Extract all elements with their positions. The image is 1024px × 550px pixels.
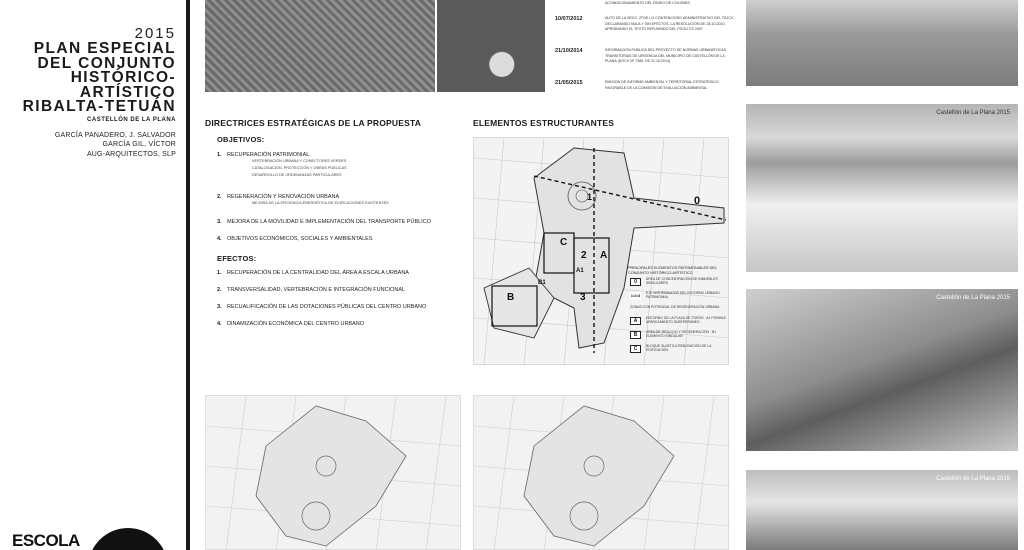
timeline: [555, 0, 735, 100]
timeline-text: AUTO DE LA SECC. 2ª DE LO CONTENCIOSO ADMINISTRATIVO DEL TSJCV, DECLARANDO NULA Y SIN EFECTOS, LA RESOLUCIÓN DE 28.10.2010, APROBANDO EL TEXTO REFUNDIDO DEL PGOU CS 2007: [605, 16, 734, 31]
item-number: 1.: [217, 270, 222, 276]
item-label: OBJETIVOS ECONÓMICOS, SOCIALES Y AMBIENTALES: [227, 236, 373, 242]
title-line-5: RIBALTA-TETUÁN: [22, 98, 176, 115]
item-label: RECUALIFICACIÓN DE LAS DOTACIONES PÚBLICAS DEL CENTRO URBANO: [227, 304, 427, 310]
title-block: [0, 26, 176, 159]
photo-caption: Castellón de La Plana 2015: [936, 295, 1010, 301]
park-fountain-photo: [437, 0, 545, 92]
timeline-text: EMISIÓN DE INFORME AMBIENTAL Y TERRITORIAL ESTRATÉGICO FAVORABLE DE LA COMISIÓN DE EVALUACIÓN AMBIENTAL: [605, 80, 719, 90]
plan-label-c: C: [560, 237, 568, 248]
legend-key: C: [630, 345, 641, 353]
directrices-heading: DIRECTRICES ESTRATÉGICAS DE LA PROPUESTA: [205, 118, 422, 128]
author-1: GARCÍA PANADERO, J. SALVADOR: [54, 131, 176, 139]
plan-label-a: A: [600, 250, 608, 261]
poster-subtitle: CASTELLÓN DE LA PLANA: [87, 116, 176, 123]
legend-text: ZONAS CON POTENCIAL DE REGENERACIÓN URBANA: [630, 305, 720, 309]
item-label: RECUPERACIÓN DE LA CENTRALIDAD DEL ÁREA A ESCALA URBANA: [227, 270, 409, 276]
objetivos-heading: OBJETIVOS:: [217, 135, 265, 144]
item-number: 4.: [217, 321, 222, 327]
plan-label-a1: A1: [576, 268, 584, 274]
elementos-heading: ELEMENTOS ESTRUCTURANTES: [473, 118, 615, 128]
legend-row: [628, 304, 728, 315]
legend-row: [628, 290, 728, 304]
item-number: 4.: [217, 236, 222, 242]
plan-label-b: B: [507, 292, 515, 303]
legend-title: PRINCIPALES ELEMENTOS PATRIMONIALES DEL CONJUNTO HISTÓRICO-ARTÍSTICO: [628, 266, 717, 275]
axonometric-plan-right: [473, 395, 729, 550]
city-aerial-photo-4: [746, 470, 1018, 550]
item-label: RECUPERACIÓN PATRIMONIAL: [227, 152, 310, 158]
author-3: AUG-ARQUITECTOS, SLP: [86, 150, 176, 158]
authors: [0, 131, 176, 160]
legend-key: B: [630, 331, 641, 339]
timeline-text: INFORMACIÓN PÚBLICA DEL PROYECTO DE NORMAS URBANÍSTICAS TRANSITORIAS DE URGENCIA DEL MUNICIPIO DE CASTELLÓN DE LA PLANA (DOCV Nº 7385, DE 21.10.2014): [605, 48, 727, 63]
axonometric-plan-left: [205, 395, 461, 550]
plan-label-2: 2: [581, 250, 587, 261]
item-label: REGENERACIÓN Y RENOVACIÓN URBANA: [227, 194, 340, 200]
item-label: TRANSVERSALIDAD, VERTEBRACIÓN E INTEGRACIÓN FUNCIONAL: [227, 287, 406, 293]
item-desc: CATALOGACIÓN, PROTECCIÓN Y OBRAS PÚBLICAS: [252, 166, 347, 170]
photo-caption: Castellón de La Plana 2015: [936, 476, 1010, 482]
plan-label-3: 3: [580, 292, 586, 303]
plan-legend: [628, 266, 728, 357]
title-line-4: ARTÍSTICO: [79, 83, 176, 101]
plan-drawing: [474, 396, 730, 550]
legend-key: 0: [630, 278, 641, 286]
historic-aerial-photo: [205, 0, 435, 92]
plan-label-0: 0: [694, 195, 701, 207]
school-logo-text: ESCOLA: [12, 531, 80, 550]
city-aerial-photo-2: [746, 104, 1018, 272]
legend-text: BLOQUE SUJETO A RENOVACIÓN DE LA EDIFICACIÓN: [646, 344, 712, 353]
legend-key: A: [630, 317, 641, 325]
poster-sidebar: [0, 0, 186, 550]
timeline-text: ACONDICIONAMIENTO DEL PASEO DE COLONES: [605, 1, 690, 5]
legend-row: [628, 329, 728, 343]
legend-row: [628, 276, 728, 290]
author-2: GARCÍA GIL, VÍCTOR: [102, 141, 176, 148]
plan-label-1: 1: [587, 192, 593, 202]
legend-key: 1•2•3: [630, 293, 641, 298]
poster-year: 2015: [134, 25, 176, 42]
legend-row: [628, 343, 728, 357]
item-desc: DESARROLLO DE ORDENANZAS PARTICULARES: [252, 173, 342, 177]
city-aerial-photo-1: [746, 0, 1018, 86]
title-line-3: HISTÓRICO-: [70, 69, 176, 86]
item-desc: VERTEBRACIÓN URBANA Y CONECTORES VERDES: [252, 159, 347, 163]
item-number: 2.: [217, 287, 222, 293]
legend-text: ENTORNO DE LA PLAZA DE TOROS · A1 POSIBLE APARCAMIENTO SUBTERRÁNEO: [646, 316, 726, 325]
item-number: 1.: [217, 152, 222, 158]
timeline-date: 21/05/2015: [555, 80, 583, 86]
timeline-date: 10/07/2012: [555, 16, 583, 22]
timeline-date: 21/10/2014: [555, 48, 583, 54]
legend-text: ÁREA DE CONCENTRACIÓN DE INMUEBLES SINGULARES: [646, 277, 718, 286]
item-label: DINAMIZACIÓN ECONÓMICA DEL CENTRO URBANO: [227, 321, 365, 327]
column-divider: [186, 0, 190, 550]
city-aerial-photo-3: [746, 289, 1018, 451]
item-desc: MEJORA DE LA EFICIENCIA ENERGÉTICA DE EDIFICACIONES EXISTENTES: [252, 201, 389, 205]
legend-text: EJE VERTEBRADOR DEL ENTORNO URBANO PATRIMONIAL: [646, 291, 720, 300]
school-logo-circle: [88, 528, 168, 550]
item-number: 2.: [217, 194, 222, 200]
legend-row: [628, 315, 728, 329]
item-number: 3.: [217, 219, 222, 225]
legend-text: ÁREA DE REALOJO Y REGENERACIÓN · B1 ELEMENTO SINGULAR: [646, 330, 717, 339]
photo-caption: Castellón de La Plana 2015: [936, 110, 1010, 116]
plan-label-b1: B1: [538, 280, 546, 286]
plan-drawing: [206, 396, 462, 550]
efectos-heading: EFECTOS:: [217, 254, 257, 263]
title-line-2: DEL CONJUNTO: [37, 54, 176, 72]
title-line-1: PLAN ESPECIAL: [33, 40, 176, 57]
item-label: MEJORA DE LA MOVILIDAD E IMPLEMENTACIÓN DEL TRANSPORTE PÚBLICO: [227, 219, 431, 225]
item-number: 3.: [217, 304, 222, 310]
